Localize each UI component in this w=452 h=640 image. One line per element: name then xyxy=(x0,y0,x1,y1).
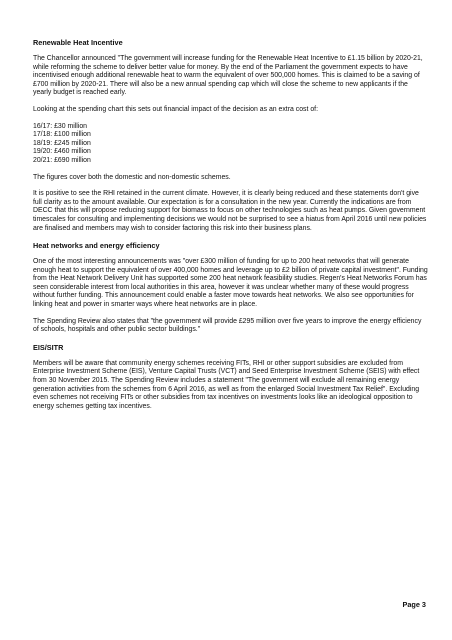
rhi-heading: Renewable Heat Incentive xyxy=(33,38,123,47)
eis-paragraph-1: Members will be aware that community energy schemes receiving FITs, RHI or other support subsidies are excluded from Enterprise Investment Scheme (EIS), Venture Capital Trusts (VCT) and Seed Enterprise Investment Scheme (SEIS) with effect from 30 November 2015. The Spending Review includes a statement "The government will exclude all remaining energy generation activities from the schemes from 6 April 2016, as well as from the enlarged Social Investment Tax Relief". Excluding even schemes not receiving FITs or other subsidies from tax incentives on investments looks like an ideological opposition to energy schemes getting tax incentives. xyxy=(33,359,420,410)
cost-item: 20/21: £690 million xyxy=(33,156,91,164)
heat-paragraph-2: The Spending Review also states that "the government will provide £295 million over five years to improve the energy efficiency of schools, hospitals and other public sector buildings." xyxy=(33,317,422,334)
cost-item: 16/17: £30 million xyxy=(33,122,88,130)
rhi-paragraph-4: It is positive to see the RHI retained in the current climate. However, it is clearly being reduced and these statements don't give full clarity as to the amount available. Our expectation is for a consultation in the new year. Currently the indications are from DECC that this will propose reducing support for biomass to focus on other technologies such as heat pumps. Given government timescales for consulting and implementing decisions we would not be surprised to see a hiatus from April 2016 until new policies are finalised and members may wish to consider factoring this risk into their business plans. xyxy=(33,190,427,232)
rhi-paragraph-2: Looking at the spending chart this sets out financial impact of the decision as an extra cost of: xyxy=(33,105,318,113)
page-number: Page 3 xyxy=(402,600,426,609)
rhi-paragraph-3: The figures cover both the domestic and non-domestic schemes. xyxy=(33,173,231,181)
cost-item: 18/19: £245 million xyxy=(33,139,91,147)
heat-networks-heading: Heat networks and energy efficiency xyxy=(33,241,160,251)
cost-item: 17/18: £100 million xyxy=(33,131,91,139)
cost-item: 19/20: £460 million xyxy=(33,148,91,156)
rhi-cost-list xyxy=(33,123,428,166)
eis-heading: EIS/SITR xyxy=(33,342,64,352)
rhi-paragraph-1: The Chancellor announced "The government will increase funding for the Renewable Heat Incentive to £1.15 billion by 2020-21, while reforming the scheme to deliver better value for money. By the end of the Parliament the government expects to have incentivised enough additional renewable heat to warm the equivalent of over 500,000 homes. This is claimed to be a saving of £700 million by 2020-21. There will also be a new annual spending cap which will close the scheme to new applicants if the yearly budget is reached early. xyxy=(33,55,423,97)
heat-paragraph-1: One of the most interesting announcements was "over £300 million of funding for up to 200 heat networks that will generate enough heat to support the equivalent of over 400,000 homes and leverage up to £2 billion of private capital investment". Funding from the Heat Network Delivery Unit has supported some 200 heat network feasibility studies. Regen's Heat Networks Forum has seen considerable interest from local authorities in this area, however it was unclear whether many of these would progress without further funding. This announcement could enable a faster move towards heat networks. We also see opportunities for linking heat and power in smarter ways where heat networks are in place. xyxy=(33,258,428,309)
